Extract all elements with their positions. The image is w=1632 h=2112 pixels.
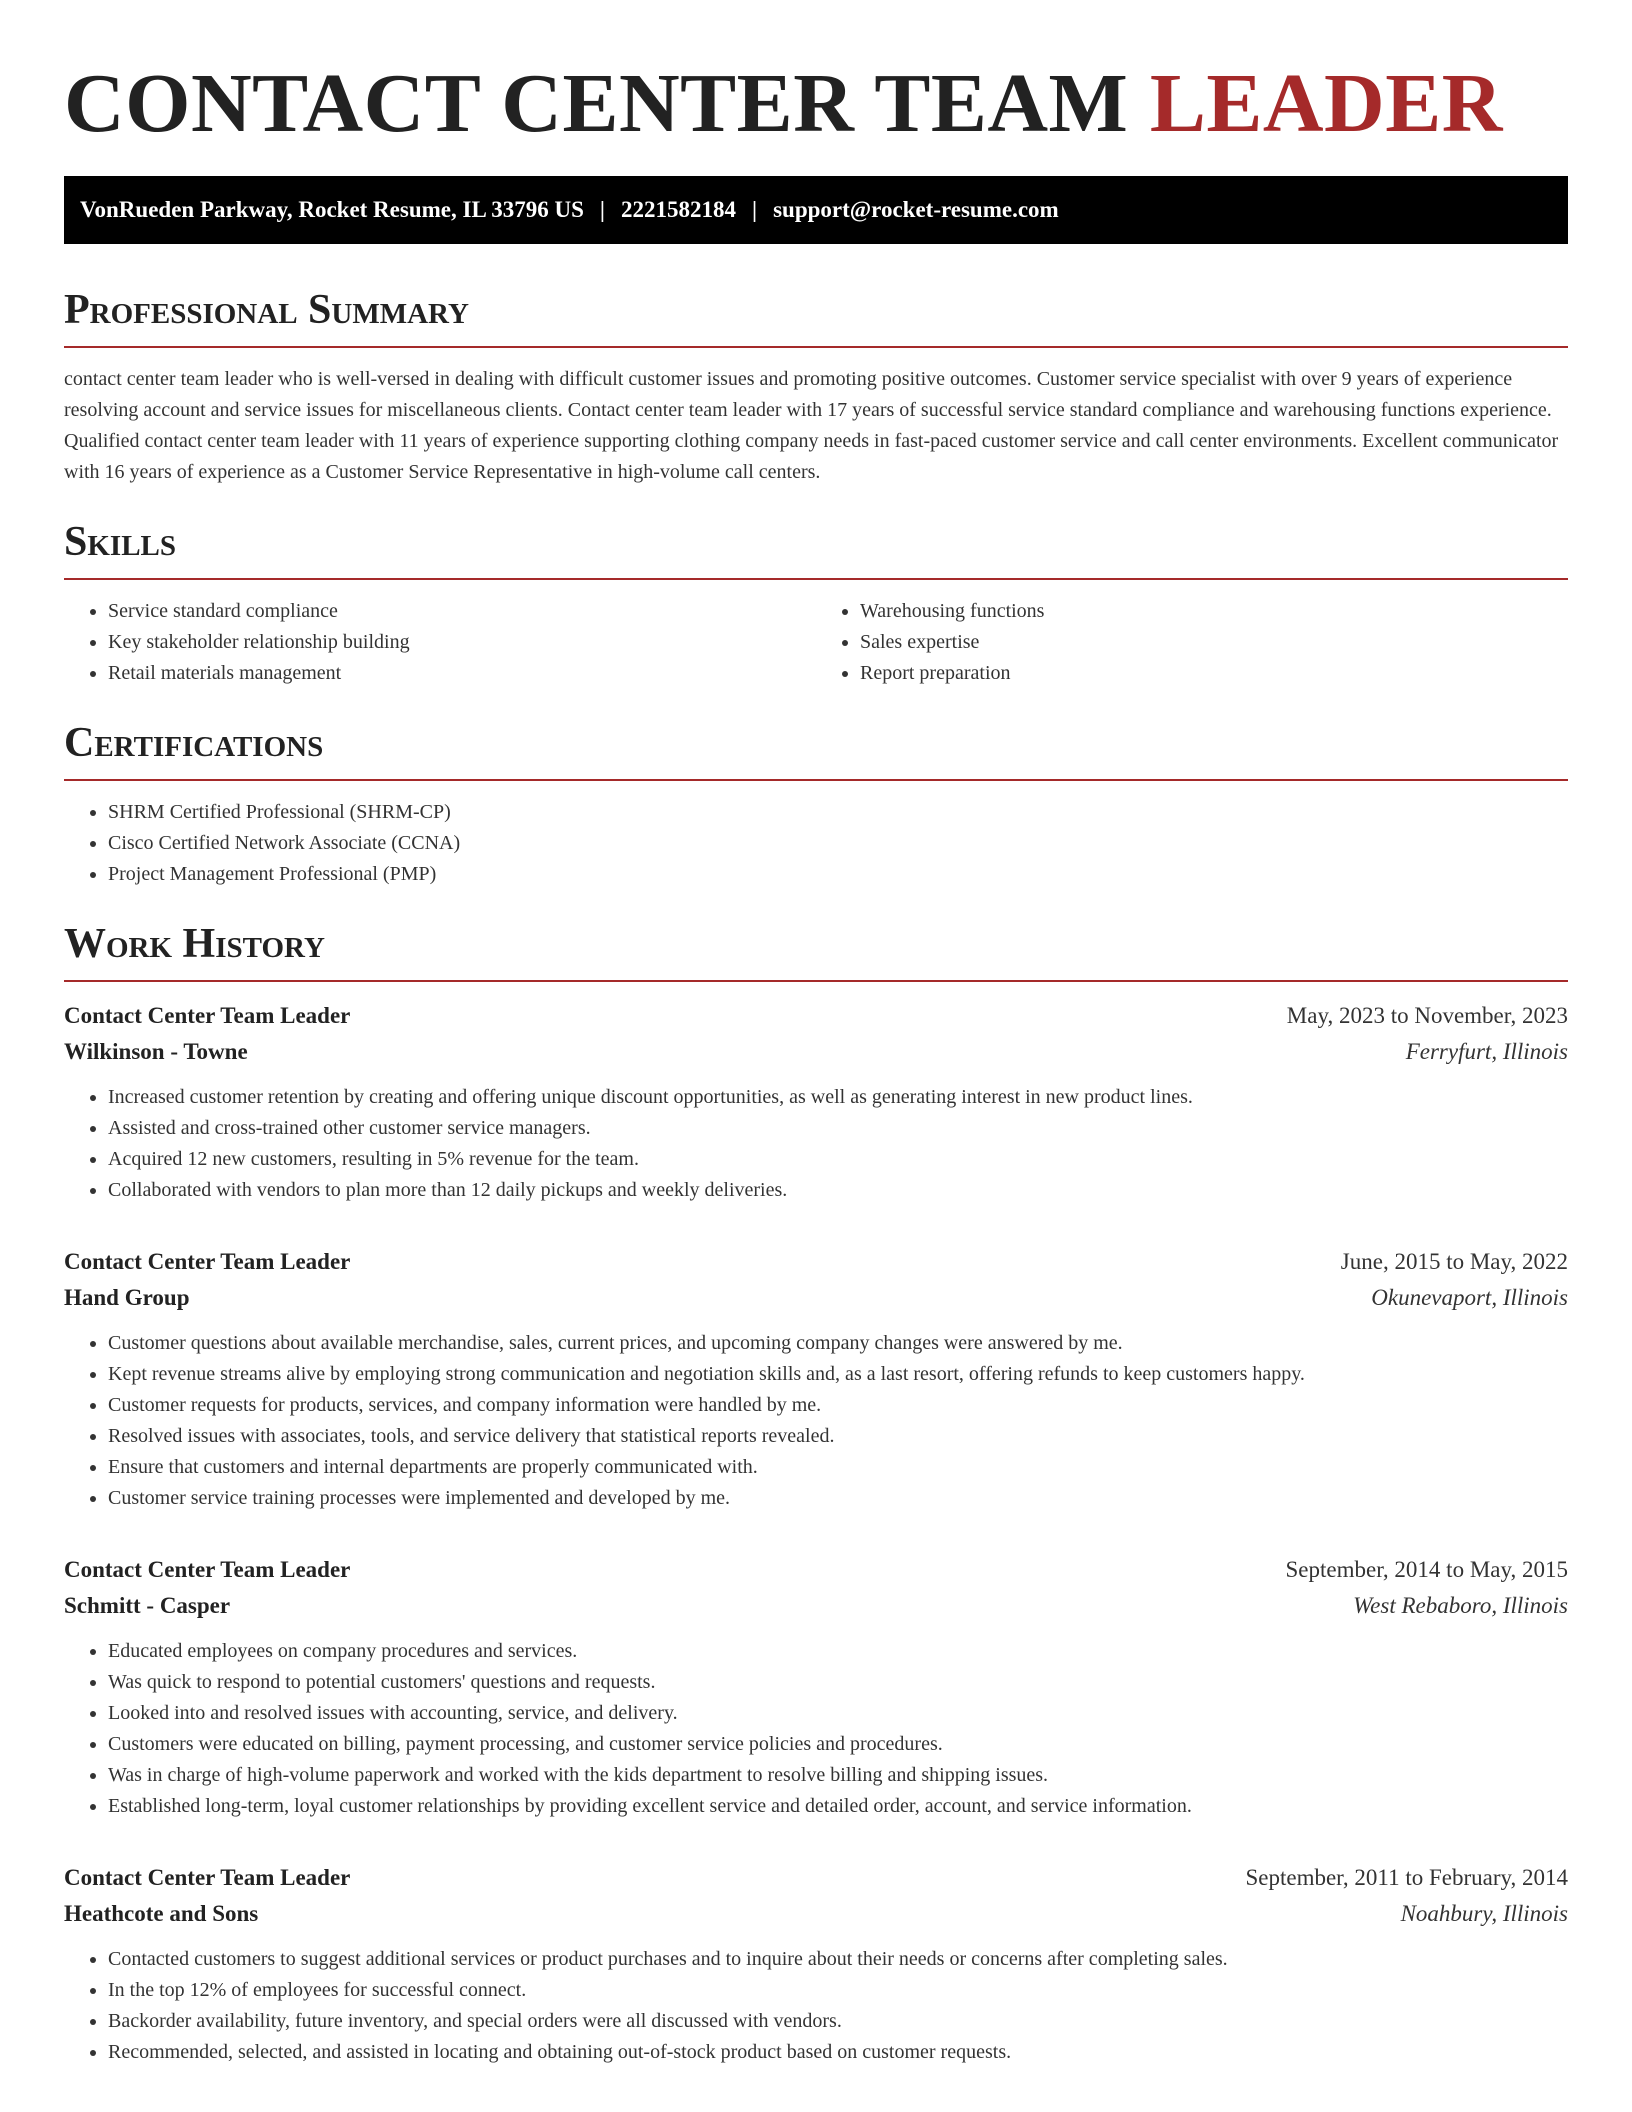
job-location: Noahbury, Illinois [1400,1901,1568,1926]
job-header-row [64,1552,1568,1588]
certification-item: • SHRM Certified Professional (SHRM-CP) [108,797,1568,828]
job-bullets [64,1328,1568,1514]
job-bullet: • Ensure that customers and internal departments are properly communicated with. [108,1452,1568,1483]
summary-section [64,284,1568,488]
job-bullet: • Was in charge of high-volume paperwork and worked with the kids department to resolve billing and shipping issues. [108,1760,1568,1791]
job-bullet: • Customer questions about available merchandise, sales, current prices, and upcoming company changes were answered by me. [108,1328,1568,1359]
skill-item: • Report preparation [860,658,1568,689]
job-company-row [64,1896,1568,1932]
job-dates: September, 2011 to February, 2014 [1245,1865,1568,1890]
contact-separator: | [752,197,758,222]
job-bullet: • Looked into and resolved issues with accounting, service, and delivery. [108,1698,1568,1729]
section-divider [64,578,1568,580]
skills-grid [64,596,1568,689]
job-entry [64,998,1568,1206]
job-bullet: • Contacted customers to suggest additional services or product purchases and to inquire about their needs or concerns after completing sales. [108,1944,1568,1975]
certifications-section [64,717,1568,890]
skill-item: • Key stakeholder relationship building [108,627,816,658]
job-location: West Rebaboro, Illinois [1353,1593,1568,1618]
job-location: Okunevaport, Illinois [1371,1285,1568,1310]
summary-text: contact center team leader who is well-versed in dealing with difficult customer issues and promoting positive outcomes. Customer service specialist with over 9 years of experience resolving account and service issues for miscellaneous clients. Contact center team leader with 17 years of successful service standard compliance and warehousing functions experience. Qualified contact center team leader with 11 years of experience supporting clothing company needs in fast-paced customer service and call center environments. Excellent communicator with 16 years of experience as a Customer Service Representative in high-volume call centers. [64,368,1559,483]
job-company-row [64,1588,1568,1624]
contact-separator: | [599,197,605,222]
skill-item: • Retail materials management [108,658,816,689]
job-header-row [64,1860,1568,1896]
job-title: Contact Center Team Leader [64,1865,351,1890]
section-divider [64,346,1568,348]
skills-list-left [64,596,816,689]
work-history-heading: Work History [64,921,325,967]
job-bullets [64,1636,1568,1822]
contact-email[interactable]: support@rocket-resume.com [773,197,1059,222]
job-bullet: • Was quick to respond to potential customers' questions and requests. [108,1667,1568,1698]
skills-list-right [816,596,1568,689]
job-header-row [64,998,1568,1034]
certification-item: • Cisco Certified Network Associate (CCNA) [108,828,1568,859]
job-bullet: • Collaborated with vendors to plan more than 12 daily pickups and weekly deliveries. [108,1175,1568,1206]
contact-bar [64,176,1568,244]
job-bullet: • Kept revenue streams alive by employing strong communication and negotiation skills and, as a last resort, offering refunds to keep customers happy. [108,1359,1568,1390]
job-bullet: • In the top 12% of employees for successful connect. [108,1975,1568,2006]
job-title: Contact Center Team Leader [64,1557,351,1582]
job-company: Heathcote and Sons [64,1901,259,1926]
job-header-row [64,1244,1568,1280]
certifications-list [64,797,1568,890]
job-bullet: • Customers were educated on billing, payment processing, and customer service policies and procedures. [108,1729,1568,1760]
job-company-row [64,1034,1568,1070]
section-divider [64,980,1568,982]
section-divider [64,779,1568,781]
title-accent: LEADER [1149,57,1503,150]
job-location: Ferryfurt, Illinois [1405,1039,1568,1064]
job-bullets [64,1082,1568,1206]
job-dates: May, 2023 to November, 2023 [1286,1003,1568,1028]
job-company-row [64,1280,1568,1316]
job-dates: September, 2014 to May, 2015 [1285,1557,1568,1582]
skills-section [64,516,1568,689]
job-bullets [64,1944,1568,2068]
skill-item: • Service standard compliance [108,596,816,627]
job-company: Wilkinson - Towne [64,1039,248,1064]
summary-heading: Professional Summary [64,287,469,333]
skills-heading: Skills [64,519,177,565]
job-company: Schmitt - Casper [64,1593,231,1618]
job-entry [64,1552,1568,1822]
job-title: Contact Center Team Leader [64,1249,351,1274]
job-entry [64,1244,1568,1514]
resume-title [64,56,1568,152]
job-entry [64,1860,1568,2068]
work-history-section [64,918,1568,2068]
job-bullet: • Recommended, selected, and assisted in locating and obtaining out-of-stock product based on customer requests. [108,2037,1568,2068]
job-bullet: • Educated employees on company procedures and services. [108,1636,1568,1667]
job-bullet: • Assisted and cross-trained other customer service managers. [108,1113,1568,1144]
job-company: Hand Group [64,1285,190,1310]
title-main: CONTACT CENTER TEAM [64,57,1150,150]
job-bullet: • Increased customer retention by creating and offering unique discount opportunities, as well as generating interest in new product lines. [108,1082,1568,1113]
skill-item: • Warehousing functions [860,596,1568,627]
job-bullet: • Resolved issues with associates, tools, and service delivery that statistical reports revealed. [108,1421,1568,1452]
job-title: Contact Center Team Leader [64,1003,351,1028]
contact-phone: 2221582184 [621,197,736,222]
job-bullet: • Established long-term, loyal customer relationships by providing excellent service and detailed order, account, and service information. [108,1791,1568,1822]
job-bullet: • Customer service training processes were implemented and developed by me. [108,1483,1568,1514]
job-bullet: • Customer requests for products, services, and company information were handled by me. [108,1390,1568,1421]
contact-address: VonRueden Parkway, Rocket Resume, IL 33796 US [80,197,584,222]
certification-item: • Project Management Professional (PMP) [108,859,1568,890]
job-bullet: • Backorder availability, future inventory, and special orders were all discussed with vendors. [108,2006,1568,2037]
job-bullet: • Acquired 12 new customers, resulting in 5% revenue for the team. [108,1144,1568,1175]
skill-item: • Sales expertise [860,627,1568,658]
certifications-heading: Certifications [64,720,324,766]
job-dates: June, 2015 to May, 2022 [1340,1249,1568,1274]
